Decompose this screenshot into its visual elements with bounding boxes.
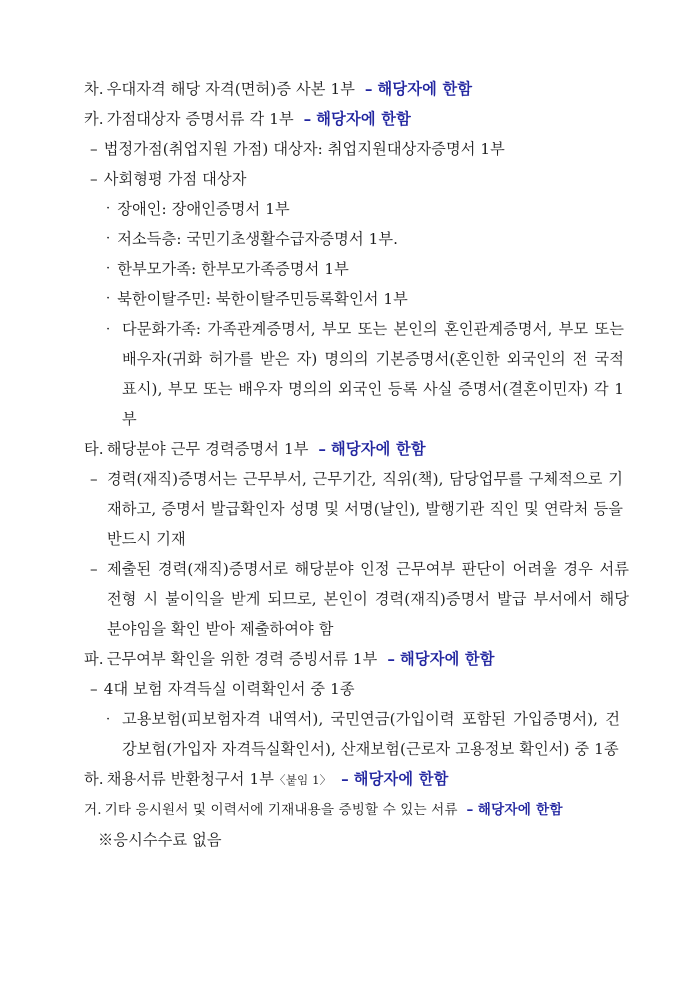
bullet-item-low-income xyxy=(106,224,642,254)
highlight-note-pa: 해당자에 한함 xyxy=(399,650,495,668)
bullet-icon: · xyxy=(106,201,111,216)
bullet-icon: · xyxy=(106,322,111,337)
footer-note-text: 응시수수료 없음 xyxy=(113,831,222,849)
item-label-cha: 차. xyxy=(84,80,104,98)
sub-item-ka-social-equity xyxy=(90,164,642,194)
sub-item-pa-four-insurances-text: 4대 보험 자격득실 이력확인서 중 1종 xyxy=(103,680,355,698)
dash-icon: – xyxy=(90,140,98,158)
sub-item-ta-verification-warning-text: 제출된 경력(재직)증명서로 해당분야 인정 근무여부 판단이 어려울 경우 서류전형 시 불이익을 받게 되므로, 본인이 경력(재직)증명서 발급 부서에서 해당 분야임을 확인 받아 제출하여야 함 xyxy=(107,560,629,638)
list-item-pa xyxy=(84,644,642,674)
bullet-item-insurance-types xyxy=(106,704,620,764)
sub-item-ta-career-cert-details xyxy=(90,464,623,554)
list-item-ka xyxy=(84,104,642,134)
list-item-ta xyxy=(84,434,642,464)
item-label-geo: 거. xyxy=(84,802,102,818)
highlight-note-ta: 해당자에 한함 xyxy=(331,440,426,458)
sub-item-ta-verification-warning xyxy=(90,554,629,644)
item-text-cha: 우대자격 해당 자격(면허)증 사본 1부 xyxy=(106,80,356,98)
item-text-ka: 가점대상자 증명서류 각 1부 xyxy=(106,110,294,128)
separator-dash-pa: – xyxy=(387,650,396,668)
bullet-item-insurance-types-text: 고용보험(피보험자격 내역서), 국민연금(가입이력 포함된 가입증명서), 건강보험(가입자 자격득실확인서), 산재보험(근로자 고용정보 확인서) 중 1종 xyxy=(122,710,620,758)
bullet-item-disabled xyxy=(106,194,642,224)
bullet-icon: · xyxy=(106,261,111,276)
bullet-item-disabled-text: 장애인: 장애인증명서 1부 xyxy=(117,200,290,218)
item-text-ha: 채용서류 반환청구서 1부 xyxy=(106,770,275,788)
separator-dash-cha: – xyxy=(364,80,373,98)
bullet-icon: · xyxy=(106,231,111,246)
list-item-ha xyxy=(84,764,642,795)
sub-item-pa-four-insurances xyxy=(90,674,642,704)
bullet-item-single-parent-text: 한부모가족: 한부모가족증명서 1부 xyxy=(117,260,349,278)
separator-dash-ha: – xyxy=(341,770,349,788)
bullet-item-low-income-text: 저소득층: 국민기초생활수급자증명서 1부. xyxy=(117,230,399,248)
sub-item-ka-legal-points-text: 법정가점(취업지원 가점) 대상자: 취업지원대상자증명서 1부 xyxy=(103,140,505,158)
dash-icon: – xyxy=(90,680,98,698)
attachment-ref-ha: 〈붙임 1〉 xyxy=(274,773,332,787)
dash-icon: – xyxy=(90,560,98,578)
item-label-ta: 타. xyxy=(84,440,104,458)
highlight-note-geo: 해당자에 한함 xyxy=(477,802,563,818)
bullet-item-multicultural-family-text: 다문화가족: 가족관계증명서, 부모 또는 본인의 혼인관계증명서, 부모 또는 배우자(귀화 허가를 받은 자) 명의의 기본증명서(혼인한 외국인의 전 국적 표시), 부모 또는 배우자 명의의 외국인 등록 사실 증명서(결혼이민자) 각 1부 xyxy=(122,320,624,428)
separator-dash-geo: – xyxy=(466,802,474,818)
asterisk-icon: ※ xyxy=(98,831,114,849)
highlight-note-ka: 해당자에 한함 xyxy=(316,110,411,128)
dash-icon: – xyxy=(90,470,98,488)
footer-note xyxy=(98,825,642,855)
bullet-item-north-korean-defector xyxy=(106,284,642,314)
separator-dash-ka: – xyxy=(303,110,312,128)
dash-icon: – xyxy=(90,170,98,188)
bullet-item-single-parent xyxy=(106,254,642,284)
bullet-item-multicultural-family xyxy=(106,314,624,434)
item-text-pa: 근무여부 확인을 위한 경력 증빙서류 1부 xyxy=(106,650,378,668)
highlight-note-cha: 해당자에 한함 xyxy=(377,80,473,98)
sub-item-ta-career-cert-details-text: 경력(재직)증명서는 근무부서, 근무기간, 직위(책), 담당업무를 구체적으로 기재하고, 증명서 발급확인자 성명 및 서명(날인), 발행기관 직인 및 연락처 등을 반드시 기재 xyxy=(107,470,623,548)
list-item-geo xyxy=(84,795,642,825)
highlight-note-ha: 해당자에 한함 xyxy=(353,770,449,788)
sub-item-ka-legal-points xyxy=(90,134,642,164)
bullet-icon: · xyxy=(106,712,111,727)
bullet-item-north-korean-defector-text: 북한이탈주민: 북한이탈주민등록확인서 1부 xyxy=(117,290,408,308)
bullet-icon: · xyxy=(106,291,111,306)
item-text-geo: 기타 응시원서 및 이력서에 기재내용을 증빙할 수 있는 서류 xyxy=(104,802,458,818)
item-label-ha: 하. xyxy=(84,770,104,788)
item-label-ka: 카. xyxy=(84,110,104,128)
item-text-ta: 해당분야 근무 경력증명서 1부 xyxy=(106,440,309,458)
separator-dash-ta: – xyxy=(318,440,327,458)
list-item-cha xyxy=(84,74,642,104)
sub-item-ka-social-equity-text: 사회형평 가점 대상자 xyxy=(103,170,247,188)
item-label-pa: 파. xyxy=(84,650,104,668)
